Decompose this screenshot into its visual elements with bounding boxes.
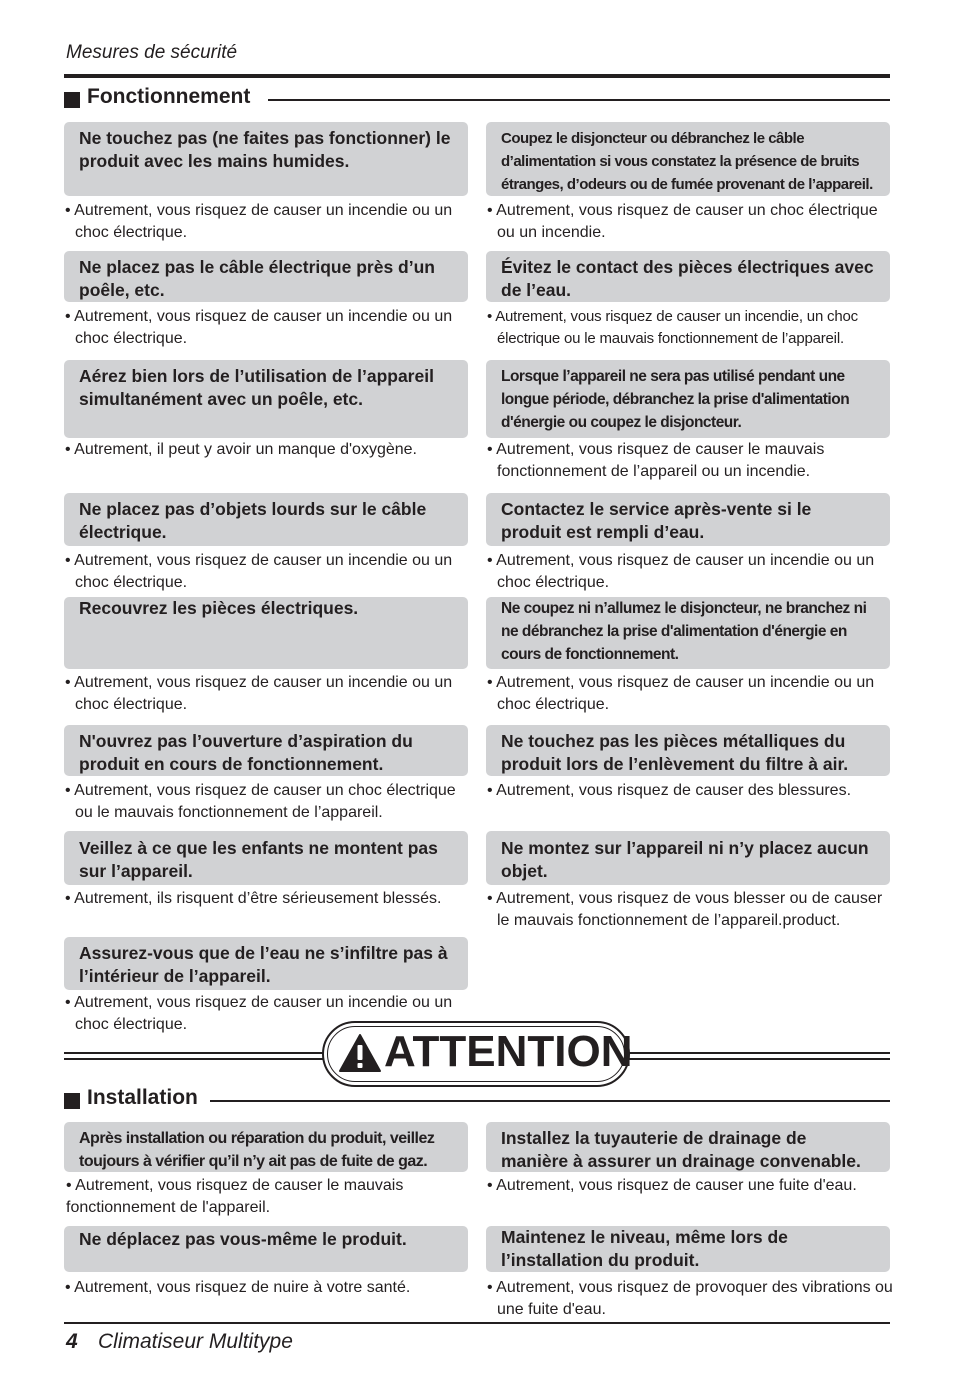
warning-note: • Autrement, vous risquez de causer un incendie ou un choc électrique. <box>65 202 453 241</box>
warning-note: • Autrement, il peut y avoir un manque d'oxygène. <box>65 441 417 458</box>
caution-note: • Autrement, vous risquez de nuire à votre santé. <box>65 1279 411 1296</box>
square-bullet-icon <box>64 1093 80 1109</box>
caution-box: Ne déplacez pas vous-même le produit. <box>64 1226 468 1272</box>
warning-box: Recouvrez les pièces électriques. <box>64 597 468 669</box>
warning-box: Lorsque l’appareil ne sera pas utilisé pendant une longue période, débranchez la prise d'alimentation d'énergie ou coupez le disjoncteur. <box>486 360 890 438</box>
warning-box: Ne coupez ni n’allumez le disjoncteur, ne branchez ni ne débranchez la prise d'alimentation d'énergie en cours de fonctionnement. <box>486 597 890 669</box>
caution-note: • Autrement, vous risquez de causer une fuite d'eau. <box>487 1177 857 1194</box>
square-bullet-icon <box>64 92 80 108</box>
section-heading-installation <box>64 1086 890 1113</box>
warning-box: Ne placez pas le câble électrique près d’un poêle, etc. <box>64 251 468 302</box>
caution-box: Installez la tuyauterie de drainage de manière à assurer un drainage convenable. <box>486 1122 890 1172</box>
banner-rule <box>628 1058 890 1060</box>
section-title: Installation <box>87 1086 198 1109</box>
warning-note: • Autrement, vous risquez de causer un choc électrique ou le mauvais fonctionnement de l’appareil. <box>65 782 456 821</box>
warning-note: • Autrement, vous risquez de causer un incendie ou un choc électrique. <box>487 674 875 713</box>
banner-rule <box>64 1052 324 1054</box>
attention-banner <box>64 1021 890 1091</box>
warning-note: • Autrement, vous risquez de causer un incendie ou un choc électrique. <box>65 674 453 713</box>
section-rule <box>210 1100 890 1102</box>
warning-note: • Autrement, vous risquez de causer le mauvais fonctionnement de l’appareil ou un incendie. <box>487 441 825 480</box>
warning-box: Ne placez pas d’objets lourds sur le câble électrique. <box>64 493 468 546</box>
warning-note: • Autrement, vous risquez de causer un incendie ou un choc électrique. <box>65 552 453 591</box>
page-number: 4 <box>66 1330 78 1353</box>
attention-title: ATTENTION <box>384 1027 633 1076</box>
warning-box: Évitez le contact des pièces électriques avec de l’eau. <box>486 251 890 302</box>
warning-note: • Autrement, ils risquent d’être sérieusement blessés. <box>65 890 442 907</box>
warning-box: Contactez le service après-vente si le produit est rempli d’eau. <box>486 493 890 546</box>
warning-note: • Autrement, vous risquez de causer un choc électrique ou un incendie. <box>487 202 878 241</box>
warning-box: N'ouvrez pas l’ouverture d’aspiration du produit en cours de fonctionnement. <box>64 725 468 776</box>
warning-note: • Autrement, vous risquez de causer un incendie ou un choc électrique. <box>487 552 875 591</box>
section-rule <box>268 99 890 101</box>
warning-box: Ne touchez pas (ne faites pas fonctionner) le produit avec les mains humides. <box>64 122 468 196</box>
warning-box: Ne touchez pas les pièces métalliques du produit lors de l’enlèvement du filtre à air. <box>486 725 890 776</box>
warning-box: Assurez-vous que de l’eau ne s’infiltre pas à l’intérieur de l’appareil. <box>64 937 468 990</box>
caution-note: • Autrement, vous risquez de causer le mauvais fonctionnement de l'appareil. <box>66 1177 404 1216</box>
warning-box: Ne montez sur l’appareil ni n’y placez aucun objet. <box>486 831 890 885</box>
warning-box: Aérez bien lors de l’utilisation de l’appareil simultanément avec un poêle, etc. <box>64 360 468 438</box>
banner-rule <box>628 1052 890 1054</box>
caution-note: • Autrement, vous risquez de provoquer des vibrations ou une fuite d'eau. <box>487 1279 893 1318</box>
warning-box: Coupez le disjoncteur ou débranchez le câble d’alimentation si vous constatez la présence de bruits étranges, d’odeurs ou de fumée provenant de l’appareil. <box>486 122 890 196</box>
warning-note: • Autrement, vous risquez de causer un incendie ou un choc électrique. <box>65 994 453 1033</box>
caution-box: Maintenez le niveau, même lors de l’installation du produit. <box>486 1226 890 1272</box>
caution-box: Après installation ou réparation du produit, veillez toujours à vérifier qu’il n’y ait pas de fuite de gaz. <box>64 1122 468 1172</box>
footer-title: Climatiseur Multitype <box>98 1330 293 1353</box>
section-title: Fonctionnement <box>87 85 251 108</box>
section-heading-operation <box>64 85 890 112</box>
header-rule <box>64 74 890 78</box>
footer-rule <box>64 1322 890 1324</box>
banner-rule <box>64 1058 324 1060</box>
warning-note: • Autrement, vous risquez de causer un incendie ou un choc électrique. <box>65 308 453 347</box>
warning-note: • Autrement, vous risquez de causer un incendie, un choc électrique ou le mauvais fonctionnement de l’appareil. <box>487 308 858 347</box>
warning-triangle-icon <box>338 1033 382 1073</box>
warning-box: Veillez à ce que les enfants ne montent pas sur l’appareil. <box>64 831 468 885</box>
running-header: Mesures de sécurité <box>66 42 238 63</box>
attention-pill <box>322 1021 633 1087</box>
warning-note: • Autrement, vous risquez de vous blesser ou de causer le mauvais fonctionnement de l’appareil.product. <box>487 890 883 929</box>
warning-note: • Autrement, vous risquez de causer des blessures. <box>487 782 852 799</box>
